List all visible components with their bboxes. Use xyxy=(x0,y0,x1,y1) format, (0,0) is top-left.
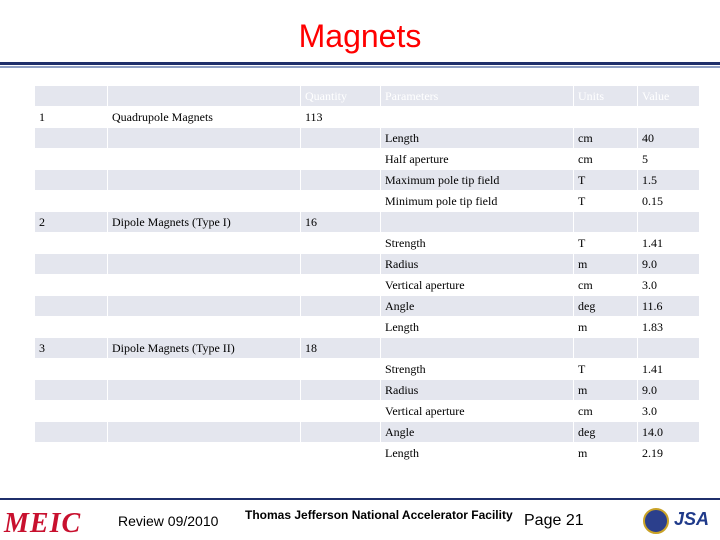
param-name: Vertical aperture xyxy=(381,401,574,422)
param-name: Length xyxy=(381,317,574,338)
param-value: 1.41 xyxy=(638,359,700,380)
header-cell-parameters: Parameters xyxy=(381,86,574,107)
param-row xyxy=(35,275,700,296)
index-empty xyxy=(35,296,108,317)
index-empty xyxy=(35,380,108,401)
header-cell-units: Units xyxy=(574,86,638,107)
quantity-empty xyxy=(301,254,381,275)
param-unit-empty xyxy=(574,107,638,128)
quantity-empty xyxy=(301,275,381,296)
param-row xyxy=(35,401,700,422)
index-empty xyxy=(35,401,108,422)
group-quantity: 18 xyxy=(301,338,381,359)
param-row xyxy=(35,191,700,212)
table-header-row xyxy=(35,86,700,107)
jsa-logo: JSA xyxy=(674,509,710,529)
param-name-empty xyxy=(381,107,574,128)
param-unit: m xyxy=(574,380,638,401)
index-empty xyxy=(35,317,108,338)
param-row xyxy=(35,422,700,443)
quantity-empty xyxy=(301,422,381,443)
name-empty xyxy=(108,275,301,296)
param-row xyxy=(35,149,700,170)
header-cell-index xyxy=(35,86,108,107)
name-empty xyxy=(108,296,301,317)
meic-logo: MEIC xyxy=(4,508,82,539)
footer-rule xyxy=(0,498,720,500)
header-cell-value: Value xyxy=(638,86,700,107)
param-unit: cm xyxy=(574,149,638,170)
param-value: 1.83 xyxy=(638,317,700,338)
param-unit: deg xyxy=(574,296,638,317)
param-row xyxy=(35,359,700,380)
param-name: Length xyxy=(381,128,574,149)
name-empty xyxy=(108,191,301,212)
group-row xyxy=(35,338,700,359)
index-empty xyxy=(35,443,108,464)
name-empty xyxy=(108,422,301,443)
index-empty xyxy=(35,275,108,296)
index-empty xyxy=(35,254,108,275)
param-unit: cm xyxy=(574,128,638,149)
param-name: Maximum pole tip field xyxy=(381,170,574,191)
param-name: Vertical aperture xyxy=(381,275,574,296)
param-unit: m xyxy=(574,317,638,338)
param-unit: T xyxy=(574,191,638,212)
param-unit-empty xyxy=(574,212,638,233)
footer xyxy=(0,498,720,540)
name-empty xyxy=(108,359,301,380)
quantity-empty xyxy=(301,149,381,170)
page-title: Magnets xyxy=(298,18,422,54)
quantity-empty xyxy=(301,233,381,254)
param-value-empty xyxy=(638,212,700,233)
param-name: Angle xyxy=(381,422,574,443)
index-empty xyxy=(35,170,108,191)
param-row xyxy=(35,317,700,338)
group-index: 1 xyxy=(35,107,108,128)
param-unit: deg xyxy=(574,422,638,443)
param-unit: cm xyxy=(574,401,638,422)
quantity-empty xyxy=(301,170,381,191)
param-name-empty xyxy=(381,338,574,359)
param-value: 9.0 xyxy=(638,380,700,401)
param-row xyxy=(35,296,700,317)
param-name-empty xyxy=(381,212,574,233)
quantity-empty xyxy=(301,443,381,464)
group-index: 2 xyxy=(35,212,108,233)
quantity-empty xyxy=(301,191,381,212)
param-value: 1.5 xyxy=(638,170,700,191)
param-value: 3.0 xyxy=(638,401,700,422)
index-empty xyxy=(35,422,108,443)
index-empty xyxy=(35,149,108,170)
quantity-empty xyxy=(301,359,381,380)
name-empty xyxy=(108,233,301,254)
param-unit: T xyxy=(574,170,638,191)
index-empty xyxy=(35,359,108,380)
param-value: 0.15 xyxy=(638,191,700,212)
name-empty xyxy=(108,149,301,170)
index-empty xyxy=(35,128,108,149)
title-rule-light xyxy=(0,66,720,68)
param-name: Strength xyxy=(381,233,574,254)
name-empty xyxy=(108,401,301,422)
param-name: Minimum pole tip field xyxy=(381,191,574,212)
param-unit-empty xyxy=(574,338,638,359)
param-value-empty xyxy=(638,338,700,359)
name-empty xyxy=(108,317,301,338)
page-number: Page 21 xyxy=(524,512,584,529)
header-cell-quantity: Quantity xyxy=(301,86,381,107)
param-row xyxy=(35,233,700,254)
param-name: Radius xyxy=(381,380,574,401)
quantity-empty xyxy=(301,380,381,401)
group-name: Quadrupole Magnets xyxy=(108,107,301,128)
param-name: Half aperture xyxy=(381,149,574,170)
param-name: Angle xyxy=(381,296,574,317)
quantity-empty xyxy=(301,401,381,422)
index-empty xyxy=(35,233,108,254)
name-empty xyxy=(108,380,301,401)
param-name: Radius xyxy=(381,254,574,275)
param-value: 3.0 xyxy=(638,275,700,296)
index-empty xyxy=(35,191,108,212)
quantity-empty xyxy=(301,317,381,338)
param-unit: cm xyxy=(574,275,638,296)
review-date: Review 09/2010 xyxy=(118,513,219,529)
param-row xyxy=(35,254,700,275)
param-value: 40 xyxy=(638,128,700,149)
param-row xyxy=(35,380,700,401)
doe-seal-icon xyxy=(643,508,669,534)
name-empty xyxy=(108,254,301,275)
param-unit: m xyxy=(574,254,638,275)
group-row xyxy=(35,212,700,233)
param-row xyxy=(35,170,700,191)
param-unit: T xyxy=(574,359,638,380)
lab-name: Thomas Jefferson National Accelerator Facility xyxy=(245,508,513,522)
param-name: Strength xyxy=(381,359,574,380)
param-unit: T xyxy=(574,233,638,254)
group-name: Dipole Magnets (Type I) xyxy=(108,212,301,233)
param-value: 5 xyxy=(638,149,700,170)
param-value: 14.0 xyxy=(638,422,700,443)
param-value: 11.6 xyxy=(638,296,700,317)
title-rule xyxy=(0,62,720,65)
header-cell-name xyxy=(108,86,301,107)
param-row xyxy=(35,128,700,149)
group-name: Dipole Magnets (Type II) xyxy=(108,338,301,359)
param-value: 1.41 xyxy=(638,233,700,254)
group-index: 3 xyxy=(35,338,108,359)
name-empty xyxy=(108,170,301,191)
param-value: 2.19 xyxy=(638,443,700,464)
group-quantity: 16 xyxy=(301,212,381,233)
group-quantity: 113 xyxy=(301,107,381,128)
group-row xyxy=(35,107,700,128)
name-empty xyxy=(108,128,301,149)
param-value: 9.0 xyxy=(638,254,700,275)
quantity-empty xyxy=(301,128,381,149)
param-unit: m xyxy=(574,443,638,464)
param-name: Length xyxy=(381,443,574,464)
param-value-empty xyxy=(638,107,700,128)
magnets-table xyxy=(34,85,700,464)
name-empty xyxy=(108,443,301,464)
quantity-empty xyxy=(301,296,381,317)
param-row xyxy=(35,443,700,464)
